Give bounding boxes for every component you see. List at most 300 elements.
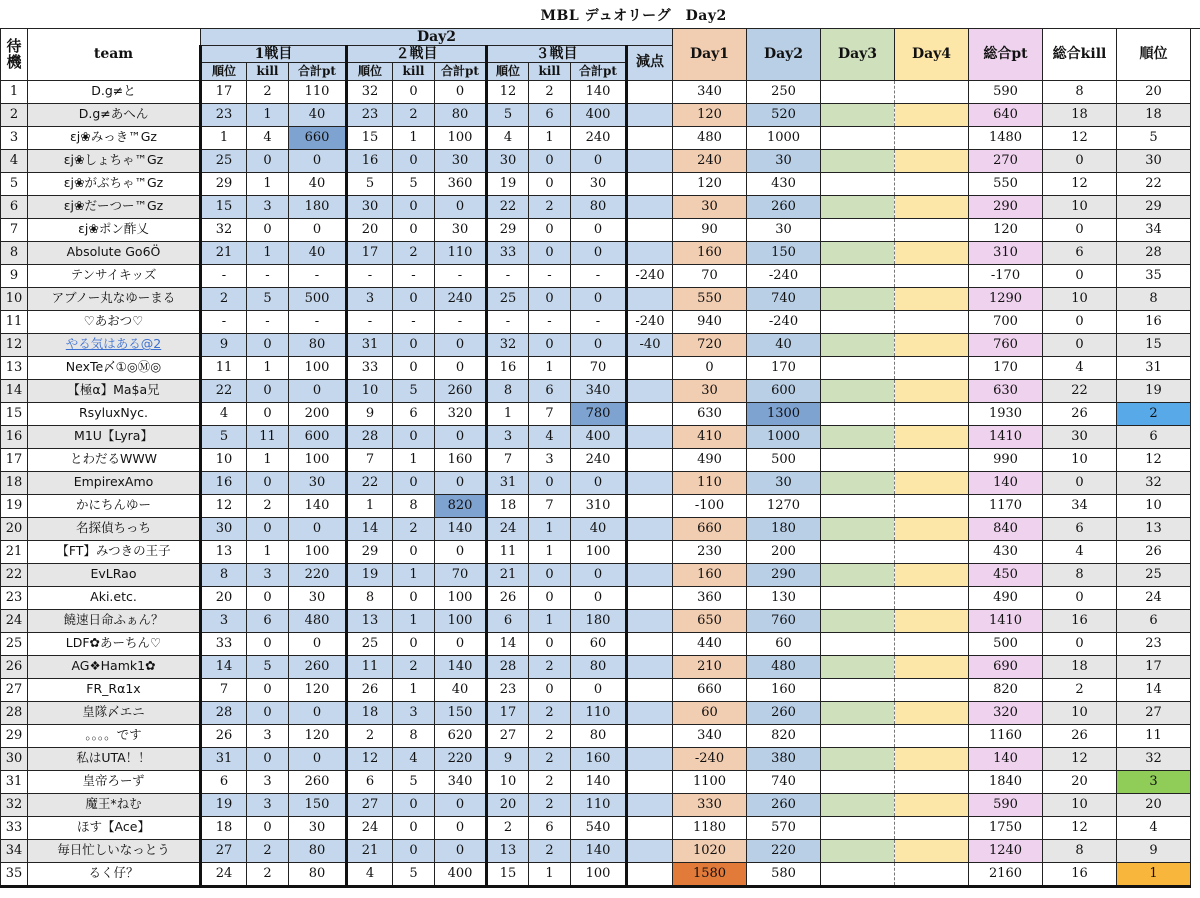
m3-pts-cell: 0: [571, 471, 627, 494]
m1-rank-cell: 9: [201, 333, 247, 356]
m2-kill-cell: 0: [393, 356, 435, 379]
day3-cell: [821, 195, 895, 218]
table-row: [1, 356, 1200, 379]
team-name-cell: 【FT】みつきの王子: [28, 540, 201, 563]
m1-pts-cell: 100: [289, 448, 347, 471]
standings-table: [0, 4, 1200, 888]
day3-cell: [821, 241, 895, 264]
day2-cell: 60: [747, 632, 821, 655]
total-pt-cell: 1170: [969, 494, 1043, 517]
table-row: [1, 563, 1200, 586]
m1-rank-cell: 31: [201, 747, 247, 770]
penalty-cell: [627, 701, 673, 724]
final-rank-cell: 34: [1117, 218, 1191, 241]
m2-rank-cell: 26: [347, 678, 393, 701]
m1-pts-cell: 480: [289, 609, 347, 632]
table-row: [1, 494, 1200, 517]
total-kill-cell: 0: [1043, 310, 1117, 333]
day1-cell: 720: [673, 333, 747, 356]
total-kill-cell: 10: [1043, 287, 1117, 310]
total-kill-cell: 0: [1043, 218, 1117, 241]
m1-pts-cell: 30: [289, 586, 347, 609]
m3-kill-cell: 1: [529, 540, 571, 563]
m1-kill-cell: 1: [247, 241, 289, 264]
final-rank-cell: 3: [1117, 770, 1191, 793]
final-rank-cell: 17: [1117, 655, 1191, 678]
m3-rank-cell: 2: [487, 816, 529, 839]
m2-pts-cell: 100: [435, 126, 487, 149]
team-name-cell: EmpirexAmo: [28, 471, 201, 494]
total-kill-cell: 6: [1043, 241, 1117, 264]
m1-rank-cell: 1: [201, 126, 247, 149]
m3-pts-cell: 140: [571, 839, 627, 862]
day4-cell: [895, 126, 969, 149]
day4-cell: [895, 241, 969, 264]
day1-cell: 30: [673, 379, 747, 402]
day1-cell: 660: [673, 517, 747, 540]
day4-cell: [895, 195, 969, 218]
table-row: [1, 448, 1200, 471]
penalty-cell: [627, 425, 673, 448]
m2-rank-cell: 11: [347, 655, 393, 678]
total-kill-cell: 0: [1043, 632, 1117, 655]
m2-kill-cell: 0: [393, 816, 435, 839]
total-pt-cell: 700: [969, 310, 1043, 333]
m2-pts-cell: 0: [435, 195, 487, 218]
day1-cell: 630: [673, 402, 747, 425]
m2-rank-cell: 29: [347, 540, 393, 563]
day4-cell: [895, 448, 969, 471]
m3-kill-cell: 0: [529, 586, 571, 609]
m2-rank-cell: 9: [347, 402, 393, 425]
m1-kill-cell: 0: [247, 402, 289, 425]
m1-pts-cell: 0: [289, 632, 347, 655]
penalty-cell: [627, 195, 673, 218]
table-row: [1, 816, 1200, 839]
m1-kill-cell: 3: [247, 195, 289, 218]
total-pt-cell: 500: [969, 632, 1043, 655]
m2-pts-cell: 820: [435, 494, 487, 517]
penalty-cell: [627, 126, 673, 149]
m3-pts-cell: 400: [571, 103, 627, 126]
m2-pts-cell: 320: [435, 402, 487, 425]
m3-rank-cell: 23: [487, 678, 529, 701]
day2-cell: 30: [747, 218, 821, 241]
m2-rank-cell: 17: [347, 241, 393, 264]
m2-kill-cell: 2: [393, 103, 435, 126]
m2-pts-cell: 100: [435, 609, 487, 632]
total-kill-cell: 8: [1043, 80, 1117, 103]
final-rank-cell: 29: [1117, 195, 1191, 218]
day3-cell: [821, 793, 895, 816]
row-number-cell: 27: [1, 678, 28, 701]
m2-kill-cell: 0: [393, 195, 435, 218]
final-rank-cell: 24: [1117, 586, 1191, 609]
day1-cell: 90: [673, 218, 747, 241]
m3-rank-header: 順位: [487, 62, 529, 80]
m2-rank-cell: 31: [347, 333, 393, 356]
team-name-cell: 私はUTA！！: [28, 747, 201, 770]
row-number-cell: 12: [1, 333, 28, 356]
final-rank-cell: 35: [1117, 264, 1191, 287]
m1-rank-cell: 18: [201, 816, 247, 839]
day1-cell: 210: [673, 655, 747, 678]
team-name-cell: 皇隊〆エニ: [28, 701, 201, 724]
row-number-cell: 1: [1, 80, 28, 103]
m3-pts-cell: 70: [571, 356, 627, 379]
team-name-cell: 毎日忙しいなっとう: [28, 839, 201, 862]
row-number-cell: 16: [1, 425, 28, 448]
m3-rank-cell: 31: [487, 471, 529, 494]
m1-kill-cell: 3: [247, 793, 289, 816]
day2-cell: 260: [747, 793, 821, 816]
m1-pts-cell: 120: [289, 724, 347, 747]
day4-cell: [895, 172, 969, 195]
final-rank-cell: 18: [1117, 103, 1191, 126]
m1-pts-cell: 30: [289, 816, 347, 839]
m2-kill-cell: 0: [393, 793, 435, 816]
m3-pts-cell: 110: [571, 793, 627, 816]
day4-header: Day4: [895, 28, 969, 80]
m3-kill-cell: 1: [529, 126, 571, 149]
total-pt-cell: 1750: [969, 816, 1043, 839]
final-rank-cell: 27: [1117, 701, 1191, 724]
final-rank-cell: 16: [1117, 310, 1191, 333]
penalty-cell: [627, 356, 673, 379]
m3-kill-cell: 2: [529, 747, 571, 770]
m3-pts-cell: 240: [571, 126, 627, 149]
m2-rank-cell: 4: [347, 862, 393, 886]
m1-pts-cell: 500: [289, 287, 347, 310]
m2-rank-cell: 25: [347, 632, 393, 655]
day3-cell: [821, 471, 895, 494]
penalty-cell: [627, 655, 673, 678]
table-row: [1, 379, 1200, 402]
total-pt-cell: 990: [969, 448, 1043, 471]
m3-rank-cell: 11: [487, 540, 529, 563]
m3-rank-cell: 24: [487, 517, 529, 540]
m1-pts-cell: -: [289, 310, 347, 333]
day4-cell: [895, 218, 969, 241]
m2-rank-cell: 15: [347, 126, 393, 149]
day2-group-header: Day2: [201, 28, 673, 45]
table-row: [1, 655, 1200, 678]
m2-kill-cell: 8: [393, 494, 435, 517]
total-kill-cell: 0: [1043, 333, 1117, 356]
m1-pts-cell: 40: [289, 172, 347, 195]
day4-cell: [895, 264, 969, 287]
table-row: [1, 333, 1200, 356]
row-number-cell: 29: [1, 724, 28, 747]
total-pt-cell: 290: [969, 195, 1043, 218]
m2-pts-cell: 0: [435, 356, 487, 379]
day4-cell: [895, 632, 969, 655]
day3-cell: [821, 172, 895, 195]
row-number-cell: 6: [1, 195, 28, 218]
m2-pts-cell: 340: [435, 770, 487, 793]
final-rank-cell: 12: [1117, 448, 1191, 471]
m3-rank-cell: 30: [487, 149, 529, 172]
m1-kill-cell: 1: [247, 103, 289, 126]
total-kill-cell: 26: [1043, 402, 1117, 425]
m3-pts-cell: 0: [571, 333, 627, 356]
total-kill-cell: 10: [1043, 701, 1117, 724]
m1-pts-cell: 180: [289, 195, 347, 218]
m3-pts-cell: 240: [571, 448, 627, 471]
m2-pts-cell: 0: [435, 839, 487, 862]
m2-pts-cell: 400: [435, 862, 487, 886]
final-rank-cell: 10: [1117, 494, 1191, 517]
m1-kill-cell: 5: [247, 287, 289, 310]
match2-header: ２戦目: [347, 45, 487, 62]
day4-cell: [895, 80, 969, 103]
day4-cell: [895, 471, 969, 494]
m1-kill-cell: 3: [247, 770, 289, 793]
m2-rank-cell: 32: [347, 80, 393, 103]
day2-cell: 290: [747, 563, 821, 586]
m1-kill-cell: 1: [247, 448, 289, 471]
m3-kill-cell: 7: [529, 402, 571, 425]
m1-pts-cell: 100: [289, 540, 347, 563]
total-pt-cell: 2160: [969, 862, 1043, 886]
m2-pts-cell: 40: [435, 678, 487, 701]
team-name-cell: Aki.etc.: [28, 586, 201, 609]
day1-cell: -100: [673, 494, 747, 517]
m3-kill-cell: 0: [529, 172, 571, 195]
day3-cell: [821, 379, 895, 402]
total-kill-cell: 10: [1043, 793, 1117, 816]
team-name-cell: 名探偵ちっち: [28, 517, 201, 540]
day3-cell: [821, 333, 895, 356]
m3-pts-cell: 0: [571, 218, 627, 241]
m1-rank-cell: 20: [201, 586, 247, 609]
m3-kill-cell: 2: [529, 655, 571, 678]
day3-cell: [821, 747, 895, 770]
day2-cell: 30: [747, 471, 821, 494]
team-name-cell: るく仔？: [28, 862, 201, 886]
m1-pts-cell: 110: [289, 80, 347, 103]
row-number-cell: 18: [1, 471, 28, 494]
team-name-cell: 【極α】Ma$a兄: [28, 379, 201, 402]
day1-cell: 440: [673, 632, 747, 655]
m3-kill-cell: 1: [529, 609, 571, 632]
m1-pts-cell: 150: [289, 793, 347, 816]
m3-pts-cell: 400: [571, 425, 627, 448]
m1-kill-cell: 0: [247, 586, 289, 609]
day2-cell: 130: [747, 586, 821, 609]
m3-kill-cell: 0: [529, 471, 571, 494]
total-pt-cell: 820: [969, 678, 1043, 701]
m1-rank-cell: 27: [201, 839, 247, 862]
m2-kill-cell: 6: [393, 402, 435, 425]
m3-rank-cell: -: [487, 310, 529, 333]
m2-kill-cell: 5: [393, 379, 435, 402]
m3-kill-cell: 2: [529, 839, 571, 862]
table-row: [1, 724, 1200, 747]
m1-rank-cell: 32: [201, 218, 247, 241]
m2-kill-cell: 0: [393, 218, 435, 241]
penalty-cell: [627, 241, 673, 264]
day4-cell: [895, 862, 969, 886]
m1-kill-cell: 1: [247, 356, 289, 379]
day3-header: Day3: [821, 28, 895, 80]
day3-cell: [821, 287, 895, 310]
m3-pts-cell: 110: [571, 701, 627, 724]
final-rank-cell: 13: [1117, 517, 1191, 540]
final-rank-cell: 22: [1117, 172, 1191, 195]
team-name-cell: アブノー丸なゆーまる: [28, 287, 201, 310]
m1-kill-cell: 0: [247, 379, 289, 402]
team-name-cell: εj❀しょちゃ™Gz: [28, 149, 201, 172]
row-number-cell: 10: [1, 287, 28, 310]
total-pt-cell: 120: [969, 218, 1043, 241]
final-rank-cell: 28: [1117, 241, 1191, 264]
total-kill-cell: 0: [1043, 149, 1117, 172]
m3-rank-cell: 4: [487, 126, 529, 149]
m2-pts-cell: 620: [435, 724, 487, 747]
row-number-cell: 20: [1, 517, 28, 540]
m3-pts-cell: 180: [571, 609, 627, 632]
m2-kill-cell: 1: [393, 678, 435, 701]
total-pt-cell: 1930: [969, 402, 1043, 425]
total-kill-header: 総合kill: [1043, 28, 1117, 80]
day3-cell: [821, 264, 895, 287]
team-name-cell: εj❀ポン酢乂: [28, 218, 201, 241]
m1-pts-cell: 260: [289, 655, 347, 678]
final-rank-cell: 30: [1117, 149, 1191, 172]
day2-cell: 740: [747, 770, 821, 793]
day2-cell: 30: [747, 149, 821, 172]
m3-rank-cell: 33: [487, 241, 529, 264]
day3-cell: [821, 770, 895, 793]
team-name-cell: AG❖Hamk1✿: [28, 655, 201, 678]
m1-pts-cell: 600: [289, 425, 347, 448]
day3-cell: [821, 724, 895, 747]
m2-kill-header: kill: [393, 62, 435, 80]
penalty-cell: [627, 839, 673, 862]
m2-kill-cell: 5: [393, 172, 435, 195]
day1-cell: 120: [673, 172, 747, 195]
table-row: [1, 172, 1200, 195]
table-row: [1, 747, 1200, 770]
total-pt-cell: 1290: [969, 287, 1043, 310]
penalty-cell: [627, 724, 673, 747]
m2-kill-cell: 4: [393, 747, 435, 770]
day1-cell: 330: [673, 793, 747, 816]
m1-kill-cell: 0: [247, 678, 289, 701]
total-kill-cell: 0: [1043, 586, 1117, 609]
m3-rank-cell: 26: [487, 586, 529, 609]
day3-cell: [821, 425, 895, 448]
day1-cell: 660: [673, 678, 747, 701]
m2-pts-cell: 240: [435, 287, 487, 310]
day1-cell: 1100: [673, 770, 747, 793]
total-kill-cell: 16: [1043, 609, 1117, 632]
penalty-cell: [627, 80, 673, 103]
row-number-cell: 24: [1, 609, 28, 632]
m1-kill-cell: 0: [247, 747, 289, 770]
team-name-cell: 饒速日命ふぁん？: [28, 609, 201, 632]
m3-rank-cell: 18: [487, 494, 529, 517]
team-name-cell: 魔王*ねむ: [28, 793, 201, 816]
m1-rank-cell: 2: [201, 287, 247, 310]
m2-rank-cell: 30: [347, 195, 393, 218]
day3-cell: [821, 678, 895, 701]
m2-pts-cell: 0: [435, 816, 487, 839]
m1-pts-cell: 0: [289, 747, 347, 770]
penalty-cell: [627, 172, 673, 195]
total-kill-cell: 6: [1043, 517, 1117, 540]
table-row: [1, 540, 1200, 563]
total-kill-cell: 30: [1043, 425, 1117, 448]
m2-pts-cell: 0: [435, 333, 487, 356]
m3-pts-cell: 140: [571, 80, 627, 103]
table-row: [1, 793, 1200, 816]
day4-cell: [895, 839, 969, 862]
day4-cell: [895, 678, 969, 701]
final-rank-cell: 19: [1117, 379, 1191, 402]
row-number-cell: 33: [1, 816, 28, 839]
team-name-cell: テンサイキッズ: [28, 264, 201, 287]
m2-rank-cell: -: [347, 264, 393, 287]
team-header: team: [28, 28, 201, 80]
day3-cell: [821, 839, 895, 862]
m3-kill-cell: 1: [529, 517, 571, 540]
penalty-cell: [627, 448, 673, 471]
m3-rank-cell: 20: [487, 793, 529, 816]
day2-cell: -240: [747, 264, 821, 287]
table-row: [1, 425, 1200, 448]
m1-rank-cell: 19: [201, 793, 247, 816]
m2-kill-cell: 0: [393, 540, 435, 563]
m3-pts-cell: 0: [571, 241, 627, 264]
final-rank-cell: 14: [1117, 678, 1191, 701]
m3-kill-cell: 2: [529, 770, 571, 793]
m3-kill-cell: 7: [529, 494, 571, 517]
day3-cell: [821, 632, 895, 655]
total-kill-cell: 18: [1043, 655, 1117, 678]
m3-pts-cell: 0: [571, 586, 627, 609]
total-pt-cell: 270: [969, 149, 1043, 172]
m2-rank-cell: -: [347, 310, 393, 333]
total-pt-header: 総合pt: [969, 28, 1043, 80]
m1-pts-cell: 40: [289, 103, 347, 126]
m2-rank-cell: 33: [347, 356, 393, 379]
penalty-cell: [627, 816, 673, 839]
day1-cell: 120: [673, 103, 747, 126]
day4-cell: [895, 793, 969, 816]
day1-cell: 480: [673, 126, 747, 149]
m2-rank-cell: 20: [347, 218, 393, 241]
m2-kill-cell: 0: [393, 149, 435, 172]
table-row: [1, 586, 1200, 609]
penalty-cell: [627, 747, 673, 770]
m1-pts-header: 合計pt: [289, 62, 347, 80]
day3-cell: [821, 126, 895, 149]
total-kill-cell: 22: [1043, 379, 1117, 402]
m2-kill-cell: 1: [393, 563, 435, 586]
m1-kill-cell: 0: [247, 218, 289, 241]
total-kill-cell: 34: [1043, 494, 1117, 517]
day3-cell: [821, 862, 895, 886]
table-row: [1, 609, 1200, 632]
m1-kill-cell: 11: [247, 425, 289, 448]
m2-pts-cell: 140: [435, 655, 487, 678]
day4-cell: [895, 287, 969, 310]
total-kill-cell: 10: [1043, 448, 1117, 471]
total-pt-cell: 840: [969, 517, 1043, 540]
total-kill-cell: 18: [1043, 103, 1117, 126]
